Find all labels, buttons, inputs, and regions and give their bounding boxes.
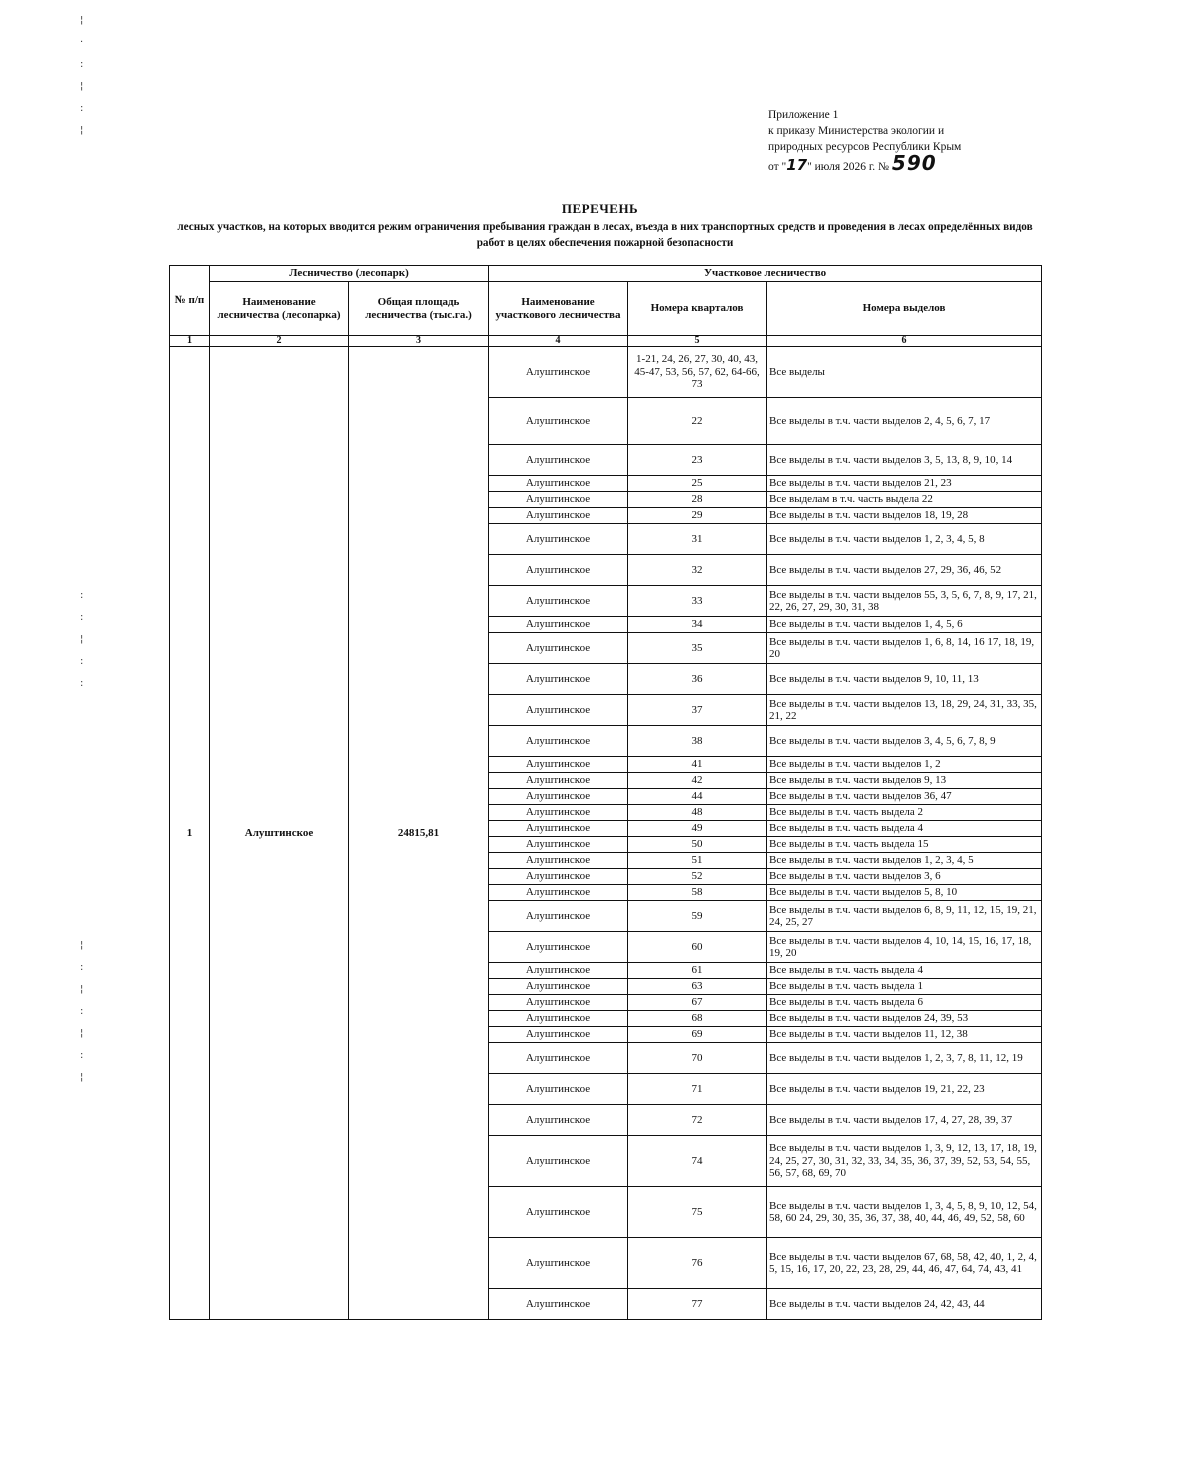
sections-cell: Все выделы в т.ч. части выделов 6, 8, 9, 11, 12, 15, 19, 21, 24, 25, 27: [767, 901, 1042, 932]
quarters-cell: 51: [628, 853, 767, 869]
quarters-cell: 32: [628, 555, 767, 586]
sections-cell: Все выделы в т.ч. части выделов 2, 4, 5, 6, 7, 17: [767, 398, 1042, 445]
district-cell: Алуштинское: [489, 1136, 628, 1187]
district-cell: Алуштинское: [489, 869, 628, 885]
quarters-cell: 36: [628, 664, 767, 695]
appendix-line-2: к приказу Министерства экологии и: [768, 125, 945, 137]
sections-cell: Все выделы в т.ч. части выделов 11, 12, 38: [767, 1027, 1042, 1043]
handwritten-order-number: 590: [891, 151, 937, 175]
sections-cell: Все выделы в т.ч. части выделов 55, 3, 5, 6, 7, 8, 9, 17, 21, 22, 26, 27, 29, 30, 31, 38: [767, 586, 1042, 617]
district-cell: Алуштинское: [489, 885, 628, 901]
quarters-cell: 77: [628, 1289, 767, 1320]
header-col5: Номера кварталов: [628, 282, 767, 336]
quarters-cell: 59: [628, 901, 767, 932]
col-number: 5: [628, 336, 767, 347]
district-cell: Алуштинское: [489, 664, 628, 695]
sections-cell: Все выделы в т.ч. части выделов 24, 42, 43, 44: [767, 1289, 1042, 1320]
document-subtitle: лесных участков, на которых вводится режим ограничения пребывания граждан в лесах, въезда в них транспортных средств и проведения в лесах определённых видов работ в целях обеспечения пожарной безопасности: [177, 221, 1033, 249]
row-number: 1: [170, 347, 210, 1320]
district-cell: Алуштинское: [489, 445, 628, 476]
sections-cell: Все выделы: [767, 347, 1042, 398]
district-cell: Алуштинское: [489, 633, 628, 664]
quarters-cell: 74: [628, 1136, 767, 1187]
sections-cell: Все выделы в т.ч. части выделов 21, 23: [767, 476, 1042, 492]
district-cell: Алуштинское: [489, 805, 628, 821]
sections-cell: Все выделы в т.ч. части выделов 9, 10, 11, 13: [767, 664, 1042, 695]
header-col2: Наименование лесничества (лесопарка): [210, 282, 349, 336]
sections-cell: Все выделы в т.ч. части выделов 1, 3, 4, 5, 8, 9, 10, 12, 54, 58, 60 24, 29, 30, 35, 36, 37, 38, 40, 44, 46, 49, 52, 58, 60: [767, 1187, 1042, 1238]
table-row: [170, 347, 1042, 398]
district-cell: Алуштинское: [489, 995, 628, 1011]
sections-cell: Все выделы в т.ч. части выделов 27, 29, 36, 46, 52: [767, 555, 1042, 586]
district-cell: Алуштинское: [489, 476, 628, 492]
quarters-cell: 37: [628, 695, 767, 726]
scan-margin-marks: : : ¦ : :: [80, 590, 84, 689]
sections-cell: Все выделы в т.ч. часть выдела 4: [767, 821, 1042, 837]
district-cell: Алуштинское: [489, 963, 628, 979]
sections-cell: Все выделы в т.ч. часть выдела 6: [767, 995, 1042, 1011]
quarters-cell: 41: [628, 757, 767, 773]
appendix-line-1: Приложение 1: [768, 109, 839, 121]
quarters-cell: 29: [628, 508, 767, 524]
quarters-cell: 48: [628, 805, 767, 821]
quarters-cell: 69: [628, 1027, 767, 1043]
sections-cell: Все выделам в т.ч. часть выдела 22: [767, 492, 1042, 508]
header-district-group: Участковое лесничество: [489, 266, 1042, 282]
district-cell: Алуштинское: [489, 1011, 628, 1027]
date-prefix: от ": [768, 161, 787, 173]
quarters-cell: 68: [628, 1011, 767, 1027]
sections-cell: Все выделы в т.ч. части выделов 1, 2, 3, 7, 8, 11, 12, 19: [767, 1043, 1042, 1074]
quarters-cell: 75: [628, 1187, 767, 1238]
district-cell: Алуштинское: [489, 1027, 628, 1043]
district-cell: Алуштинское: [489, 979, 628, 995]
district-cell: Алуштинское: [489, 773, 628, 789]
sections-cell: Все выделы в т.ч. части выделов 9, 13: [767, 773, 1042, 789]
col-number: 1: [170, 336, 210, 347]
header-col3: Общая площадь лесничества (тыс.га.): [349, 282, 489, 336]
document-title: ПЕРЕЧЕНЬ: [561, 201, 639, 216]
sections-cell: Все выделы в т.ч. части выделов 1, 6, 8, 14, 16 17, 18, 19, 20: [767, 633, 1042, 664]
quarters-cell: 60: [628, 932, 767, 963]
district-cell: Алуштинское: [489, 524, 628, 555]
table-body: [170, 347, 1042, 1320]
forestry-name: Алуштинское: [210, 347, 349, 1320]
column-number-row: [170, 336, 1042, 347]
district-cell: Алуштинское: [489, 726, 628, 757]
district-cell: Алуштинское: [489, 586, 628, 617]
header-col4: Наименование участкового лесничества: [489, 282, 628, 336]
sections-cell: Все выделы в т.ч. части выделов 18, 19, 28: [767, 508, 1042, 524]
district-cell: Алуштинское: [489, 757, 628, 773]
district-cell: Алуштинское: [489, 492, 628, 508]
quarters-cell: 67: [628, 995, 767, 1011]
sections-cell: Все выделы в т.ч. части выделов 3, 4, 5, 6, 7, 8, 9: [767, 726, 1042, 757]
quarters-cell: 52: [628, 869, 767, 885]
quarters-cell: 63: [628, 979, 767, 995]
appendix-date-line: [768, 151, 1028, 175]
sections-cell: Все выделы в т.ч. часть выдела 4: [767, 963, 1042, 979]
district-cell: Алуштинское: [489, 901, 628, 932]
quarters-cell: 31: [628, 524, 767, 555]
forest-plots-table: [169, 265, 1042, 1320]
handwritten-day: 17: [786, 156, 808, 174]
sections-cell: Все выделы в т.ч. части выделов 24, 39, 53: [767, 1011, 1042, 1027]
quarters-cell: 23: [628, 445, 767, 476]
quarters-cell: 28: [628, 492, 767, 508]
sections-cell: Все выделы в т.ч. части выделов 36, 47: [767, 789, 1042, 805]
quarters-cell: 25: [628, 476, 767, 492]
district-cell: Алуштинское: [489, 821, 628, 837]
district-cell: Алуштинское: [489, 1043, 628, 1074]
district-cell: Алуштинское: [489, 617, 628, 633]
quarters-cell: 49: [628, 821, 767, 837]
appendix-line-3: природных ресурсов Республики Крым: [768, 141, 962, 153]
district-cell: Алуштинское: [489, 1238, 628, 1289]
date-middle: " июля 2026 г. №: [807, 161, 890, 173]
header-col6: Номера выделов: [767, 282, 1042, 336]
quarters-cell: 76: [628, 1238, 767, 1289]
district-cell: Алуштинское: [489, 1289, 628, 1320]
sections-cell: Все выделы в т.ч. части выделов 1, 2, 3, 4, 5: [767, 853, 1042, 869]
sections-cell: Все выделы в т.ч. часть выдела 1: [767, 979, 1042, 995]
sections-cell: Все выделы в т.ч. части выделов 13, 18, 29, 24, 31, 33, 35, 21, 22: [767, 695, 1042, 726]
sections-cell: Все выделы в т.ч. части выделов 3, 6: [767, 869, 1042, 885]
sections-cell: Все выделы в т.ч. части выделов 1, 3, 9, 12, 13, 17, 18, 19, 24, 25, 27, 30, 31, 32, 33, 34, 35, 36, 37, 39, 52, 53, 54, 55, 56, 57, 68, 69, 70: [767, 1136, 1042, 1187]
quarters-cell: 50: [628, 837, 767, 853]
header-forestry-group: Лесничество (лесопарк): [210, 266, 489, 282]
district-cell: Алуштинское: [489, 555, 628, 586]
quarters-cell: 71: [628, 1074, 767, 1105]
quarters-cell: 22: [628, 398, 767, 445]
sections-cell: Все выделы в т.ч. части выделов 4, 10, 14, 15, 16, 17, 18, 19, 20: [767, 932, 1042, 963]
district-cell: Алуштинское: [489, 347, 628, 398]
sections-cell: Все выделы в т.ч. часть выдела 15: [767, 837, 1042, 853]
col-number: 3: [349, 336, 489, 347]
sections-cell: Все выделы в т.ч. части выделов 5, 8, 10: [767, 885, 1042, 901]
sections-cell: Все выделы в т.ч. части выделов 3, 5, 13, 8, 9, 10, 14: [767, 445, 1042, 476]
forestry-area: 24815,81: [349, 347, 489, 1320]
col-number: 2: [210, 336, 349, 347]
quarters-cell: 34: [628, 617, 767, 633]
sections-cell: Все выделы в т.ч. части выделов 17, 4, 27, 28, 39, 37: [767, 1105, 1042, 1136]
district-cell: Алуштинское: [489, 398, 628, 445]
quarters-cell: 72: [628, 1105, 767, 1136]
quarters-cell: 38: [628, 726, 767, 757]
sections-cell: Все выделы в т.ч. часть выдела 2: [767, 805, 1042, 821]
district-cell: Алуштинское: [489, 1187, 628, 1238]
district-cell: Алуштинское: [489, 508, 628, 524]
quarters-cell: 42: [628, 773, 767, 789]
sections-cell: Все выделы в т.ч. части выделов 1, 2: [767, 757, 1042, 773]
scan-margin-marks: ¦ · : ¦ : ¦: [80, 15, 84, 136]
header-num: № п/п: [170, 266, 210, 336]
quarters-cell: 61: [628, 963, 767, 979]
quarters-cell: 58: [628, 885, 767, 901]
sections-cell: Все выделы в т.ч. части выделов 1, 2, 3, 4, 5, 8: [767, 524, 1042, 555]
district-cell: Алуштинское: [489, 1074, 628, 1105]
district-cell: Алуштинское: [489, 932, 628, 963]
col-number: 4: [489, 336, 628, 347]
sections-cell: Все выделы в т.ч. части выделов 67, 68, 58, 42, 40, 1, 2, 4, 5, 15, 16, 17, 20, 22, 23, 28, 29, 44, 46, 47, 64, 74, 43, 41: [767, 1238, 1042, 1289]
quarters-cell: 33: [628, 586, 767, 617]
quarters-cell: 44: [628, 789, 767, 805]
district-cell: Алуштинское: [489, 789, 628, 805]
district-cell: Алуштинское: [489, 695, 628, 726]
col-number: 6: [767, 336, 1042, 347]
quarters-cell: 70: [628, 1043, 767, 1074]
sections-cell: Все выделы в т.ч. части выделов 1, 4, 5, 6: [767, 617, 1042, 633]
district-cell: Алуштинское: [489, 1105, 628, 1136]
appendix-block: [768, 107, 1028, 175]
district-cell: Алуштинское: [489, 853, 628, 869]
quarters-cell: 35: [628, 633, 767, 664]
district-cell: Алуштинское: [489, 837, 628, 853]
sections-cell: Все выделы в т.ч. части выделов 19, 21, 22, 23: [767, 1074, 1042, 1105]
scan-margin-marks: ¦ : ¦ : ¦ : ¦: [80, 940, 84, 1083]
quarters-cell: 1-21, 24, 26, 27, 30, 40, 43, 45-47, 53, 56, 57, 62, 64-66, 73: [628, 347, 767, 398]
